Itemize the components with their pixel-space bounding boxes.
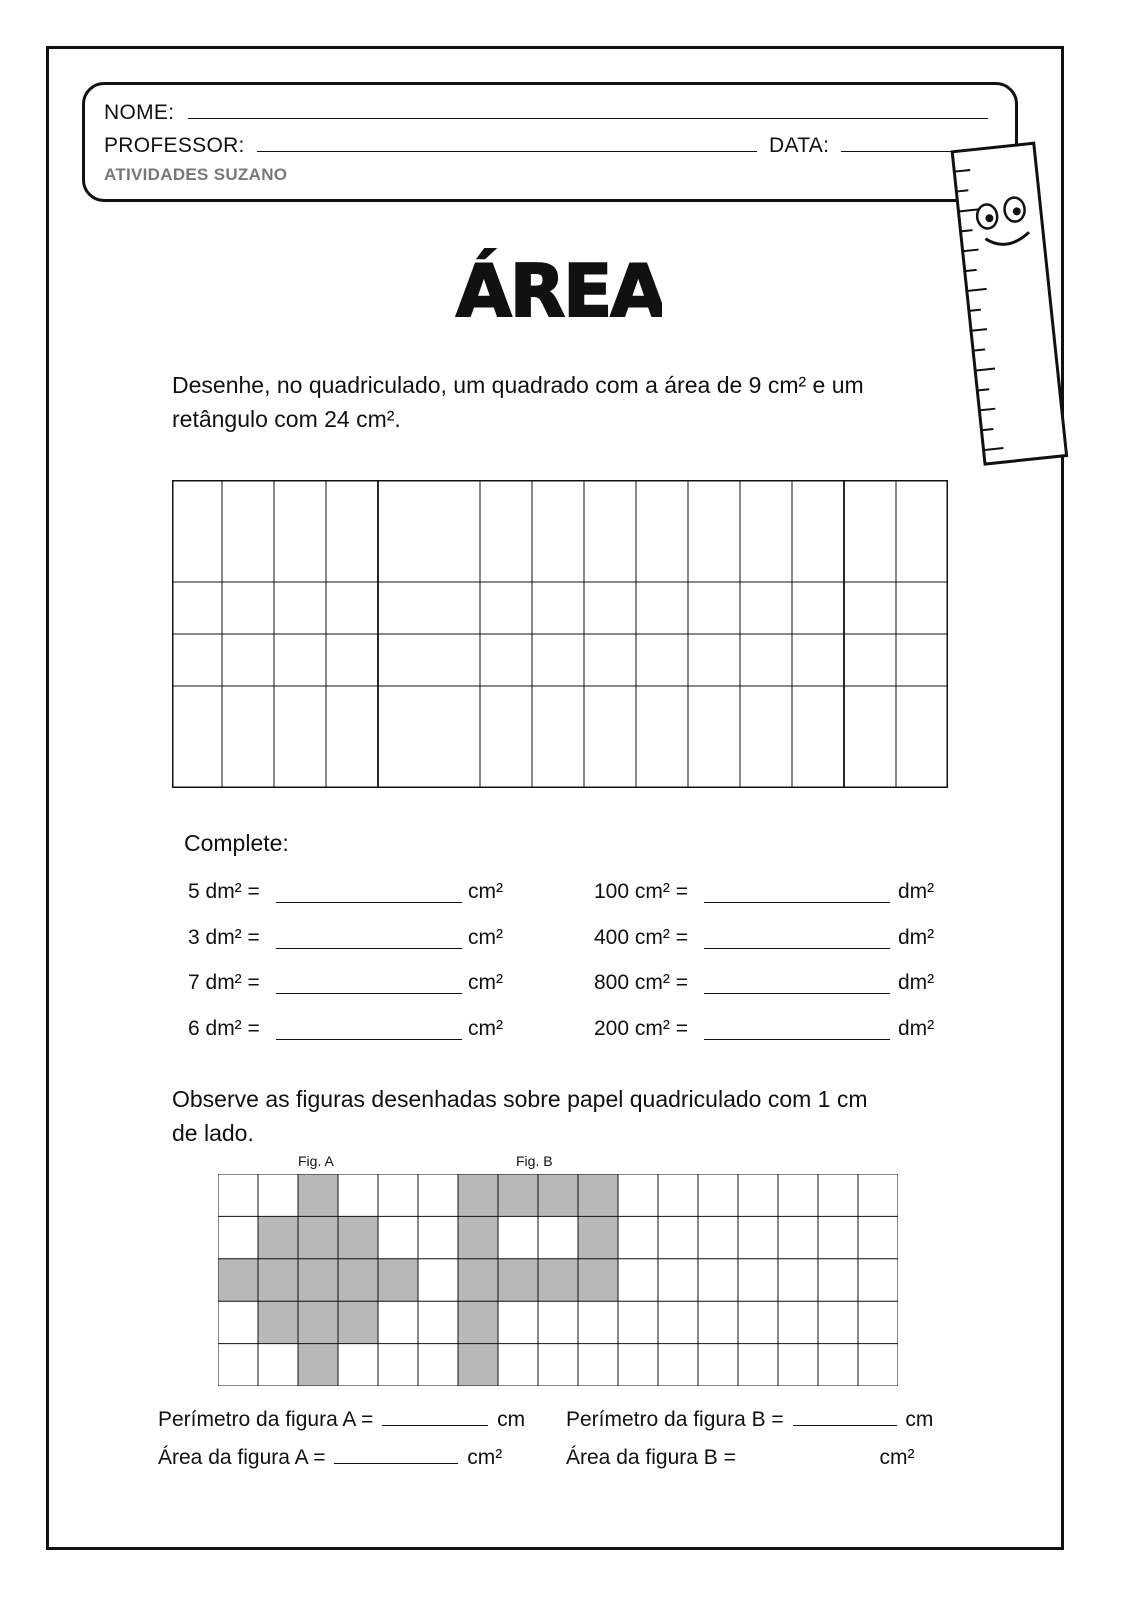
fig-b-cell (578, 1216, 618, 1258)
dm-to-cm-answer-field[interactable] (276, 932, 462, 949)
perimeter-a-label: Perímetro da figura A = (158, 1408, 374, 1431)
area-a-row (158, 1446, 502, 1470)
fig-a-cell (218, 1259, 258, 1301)
cm-to-dm-answer-field[interactable] (704, 1023, 890, 1040)
perimeter-a-answer[interactable] (382, 1409, 488, 1426)
nome-field[interactable] (188, 100, 988, 119)
nome-label: NOME: (104, 101, 175, 124)
cm-to-dm-expression: 800 cm² = (594, 971, 688, 994)
exercise1-line2: retângulo com 24 cm². (172, 406, 401, 432)
exercise1-instruction (172, 368, 864, 436)
dm-to-cm-unit: cm² (468, 880, 503, 903)
fig-a-cell (298, 1344, 338, 1386)
cm-to-dm-expression: 100 cm² = (594, 880, 688, 903)
area-a-label: Área da figura A = (158, 1446, 326, 1469)
cm-to-dm-answer-field[interactable] (704, 886, 890, 903)
area-a-unit: cm² (467, 1446, 503, 1469)
dm-to-cm-row (188, 971, 503, 995)
cm-to-dm-unit: dm² (898, 971, 935, 994)
fig-a-cell (338, 1216, 378, 1258)
data-label: DATA: (768, 134, 830, 157)
fig-a-cell (378, 1259, 418, 1301)
dm-to-cm-expression: 7 dm² = (188, 971, 260, 994)
fig-a-cell (338, 1301, 378, 1343)
fig-a-cell (258, 1216, 298, 1258)
fig-b-cell (498, 1174, 538, 1216)
cm-to-dm-unit: dm² (898, 880, 935, 903)
cm-to-dm-row (594, 1017, 935, 1041)
area-b-label: Área da figura B = (566, 1446, 736, 1469)
cm-to-dm-row (594, 926, 935, 950)
fig-b-cell (458, 1216, 498, 1258)
fig-b-label: Fig. B (516, 1153, 553, 1169)
dm-to-cm-row (188, 1017, 503, 1041)
fig-b-cell (538, 1259, 578, 1301)
fig-a-cell (258, 1259, 298, 1301)
fig-b-cell (538, 1174, 578, 1216)
figures-grid (218, 1174, 898, 1386)
perimeter-a-row (158, 1408, 525, 1432)
professor-label: PROFESSOR: (104, 134, 245, 157)
fig-a-label: Fig. A (298, 1153, 334, 1169)
cm-to-dm-row (594, 880, 935, 904)
fig-a-cell (258, 1301, 298, 1343)
fig-b-cell (458, 1301, 498, 1343)
area-b-row (566, 1446, 915, 1470)
nome-line (104, 100, 988, 125)
cm-to-dm-expression: 400 cm² = (594, 926, 688, 949)
professor-line (104, 133, 951, 158)
dm-to-cm-unit: cm² (468, 971, 503, 994)
title-text: ÁREA (456, 249, 662, 328)
exercise3-instruction (172, 1082, 868, 1150)
dm-to-cm-expression: 3 dm² = (188, 926, 260, 949)
cm-to-dm-unit: dm² (898, 926, 935, 949)
perimeter-a-unit: cm (497, 1408, 526, 1431)
exercise3-line2: de lado. (172, 1120, 254, 1146)
site-name: ATIVIDADES SUZANO (104, 165, 288, 184)
dm-to-cm-unit: cm² (468, 926, 503, 949)
fig-b-cell (458, 1259, 498, 1301)
perimeter-b-answer[interactable] (793, 1409, 897, 1426)
cm-to-dm-answer-field[interactable] (704, 932, 890, 949)
cm-to-dm-answer-field[interactable] (704, 977, 890, 994)
dm-to-cm-row (188, 880, 503, 904)
exercise1-line1: Desenhe, no quadriculado, um quadrado com a área de 9 cm² e um (172, 372, 864, 398)
fig-b-cell (578, 1259, 618, 1301)
cm-to-dm-expression: 200 cm² = (594, 1017, 688, 1040)
dm-to-cm-expression: 6 dm² = (188, 1017, 260, 1040)
fig-a-cell (298, 1216, 338, 1258)
drawing-grid[interactable] (172, 480, 948, 788)
exercise3-line1: Observe as figuras desenhadas sobre papel quadriculado com 1 cm (172, 1086, 868, 1112)
page-title (452, 238, 662, 333)
data-field[interactable] (841, 133, 951, 152)
fig-a-cell (298, 1301, 338, 1343)
dm-to-cm-unit: cm² (468, 1017, 503, 1040)
area-title-graphic (452, 238, 662, 328)
dm-to-cm-expression: 5 dm² = (188, 880, 260, 903)
perimeter-b-unit: cm (905, 1408, 934, 1431)
dm-to-cm-answer-field[interactable] (276, 977, 462, 994)
fig-b-cell (578, 1174, 618, 1216)
dm-to-cm-row (188, 926, 503, 950)
perimeter-b-row (566, 1408, 933, 1432)
cm-to-dm-row (594, 971, 935, 995)
area-b-unit: cm² (879, 1446, 915, 1469)
professor-field[interactable] (257, 133, 757, 152)
area-a-answer[interactable] (334, 1447, 458, 1464)
cm-to-dm-unit: dm² (898, 1017, 935, 1040)
fig-a-cell (298, 1174, 338, 1216)
perimeter-b-label: Perímetro da figura B = (566, 1408, 784, 1431)
fig-a-cell (298, 1259, 338, 1301)
complete-title: Complete: (184, 830, 289, 856)
fig-a-cell (338, 1259, 378, 1301)
fig-b-cell (498, 1259, 538, 1301)
fig-b-cell (458, 1344, 498, 1386)
dm-to-cm-answer-field[interactable] (276, 886, 462, 903)
dm-to-cm-answer-field[interactable] (276, 1023, 462, 1040)
fig-b-cell (458, 1174, 498, 1216)
